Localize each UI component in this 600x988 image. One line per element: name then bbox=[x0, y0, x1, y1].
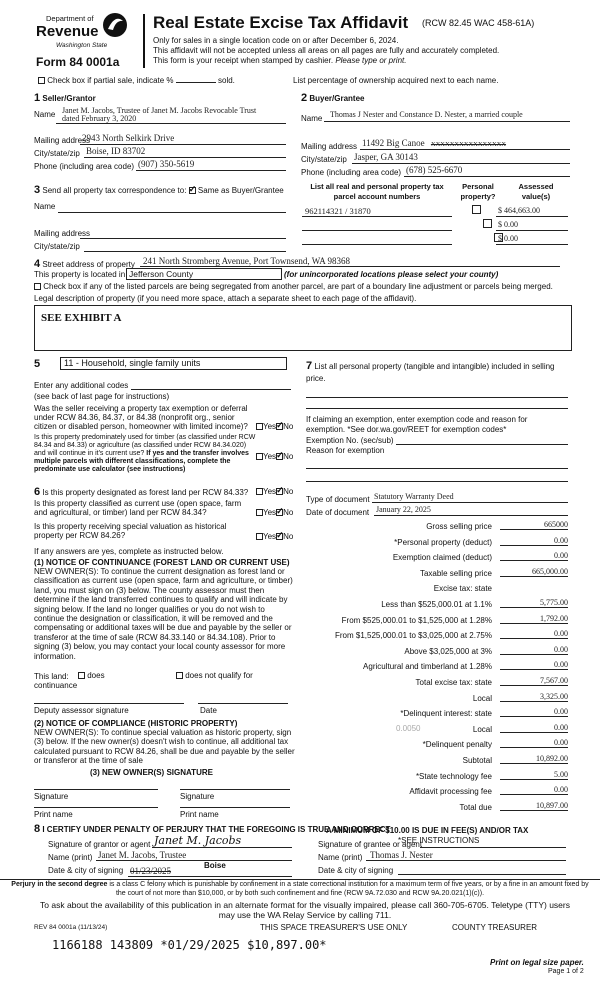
land-use-select[interactable]: 11 - Household, single family units bbox=[60, 357, 287, 370]
logo-line3: Washington State bbox=[56, 42, 108, 49]
buyer-city-label: City/state/zip bbox=[301, 155, 347, 164]
logo-line2: Revenue bbox=[36, 23, 99, 40]
grantee-date-label: Date & city of signing bbox=[318, 866, 394, 875]
historic-no-checkbox[interactable] bbox=[276, 533, 283, 540]
doc-type-line bbox=[372, 502, 568, 503]
forest-no-checkbox[interactable] bbox=[276, 488, 283, 495]
tax-row-value[interactable]: 3,325.00 bbox=[500, 692, 568, 702]
perjury-notice: Perjury in the second degree is a class C felony which is punishable by confinement in a state correctional institution for a maximum term of five years, or by a fine in an amount fixed by the court of not more than $10,000, or by both such confinement and fine (RCW 9A.72.030 and RCW 9A.20.021(1)(c)). bbox=[11, 881, 589, 897]
seller-mailing-value[interactable]: 2943 North Selkirk Drive bbox=[82, 133, 175, 143]
section5-number: 5 bbox=[34, 358, 41, 370]
tax-row-value[interactable]: 10,892.00 bbox=[500, 754, 568, 764]
grantee-name-value[interactable]: Thomas J. Nester bbox=[370, 850, 433, 860]
header-note-2: This affidavit will not be accepted unless all areas on all pages are fully and accurately completed. bbox=[153, 46, 500, 55]
buyer-phone-line bbox=[404, 176, 570, 177]
seller-city-label: City/state/zip bbox=[34, 149, 80, 158]
tax-row-label: Local bbox=[472, 693, 492, 703]
tax-row-label: *Delinquent interest: state bbox=[400, 709, 492, 719]
tax-row-value[interactable]: 0.00 bbox=[500, 645, 568, 655]
buyer-name-value[interactable]: Thomas J Nester and Constance D. Nester, a married couple bbox=[330, 110, 523, 119]
section3-city-label: City/state/zip bbox=[34, 242, 80, 251]
exemption-no-checkbox[interactable] bbox=[276, 423, 283, 430]
continuance-label: continuance bbox=[34, 681, 78, 690]
assessed-value-2[interactable]: $ 0.00 bbox=[498, 220, 518, 229]
seller-city-line bbox=[84, 157, 286, 158]
section3-name-line[interactable] bbox=[58, 212, 286, 213]
this-land-label: This land: bbox=[34, 672, 69, 681]
tax-row-value[interactable]: 665000 bbox=[500, 520, 568, 530]
print-name-label-1: Print name bbox=[34, 810, 73, 819]
header-note-3: This form is your receipt when stamped by cashier. Please type or print. bbox=[153, 56, 407, 65]
tax-row-value[interactable]: 665,000.00 bbox=[500, 567, 568, 577]
additional-codes-line[interactable] bbox=[131, 389, 291, 390]
revenue-swoosh-icon bbox=[102, 12, 128, 38]
exemption-yes-no: Yes✓ No bbox=[256, 422, 293, 431]
grantee-signature-label: Signature of grantee or agent bbox=[318, 840, 423, 849]
historic-question: Is this property receiving special valuation as historical property per RCW 84.26? bbox=[34, 522, 227, 540]
historic-yes-no: Yes✓ No bbox=[256, 532, 293, 541]
tax-row-label: Affidavit processing fee bbox=[409, 787, 492, 797]
does-not-checkbox[interactable] bbox=[176, 672, 183, 679]
revision-label: REV 84 0001a (11/13/24) bbox=[34, 924, 108, 931]
buyer-mailing-line bbox=[360, 149, 570, 150]
personal-col-header: Personal property? bbox=[460, 182, 496, 201]
buyer-phone-value[interactable]: (678) 525-6670 bbox=[406, 165, 463, 175]
local-rate-value[interactable]: 0.0050 bbox=[396, 724, 421, 733]
tax-row-value[interactable]: 1,792.00 bbox=[500, 614, 568, 624]
new-owner-signature-line-2[interactable] bbox=[180, 789, 290, 790]
personal-property-checkbox-2[interactable] bbox=[483, 219, 492, 228]
print-name-label-2: Print name bbox=[180, 810, 219, 819]
section8-heading: 8 I CERTIFY UNDER PENALTY OF PERJURY THAT THE FOREGOING IS TRUE AND CORRECT bbox=[34, 823, 391, 835]
rcw-reference: (RCW 82.45 WAC 458-61A) bbox=[422, 18, 535, 28]
unincorporated-note: (for unincorporated locations please select your county) bbox=[284, 270, 499, 279]
historic-yes-checkbox[interactable] bbox=[256, 533, 263, 540]
seller-name-line bbox=[56, 123, 286, 124]
seller-phone-value[interactable]: (907) 350-5619 bbox=[138, 159, 195, 169]
see-instructions-note: *SEE INSTRUCTIONS bbox=[398, 836, 480, 845]
section3-heading: 3 Send all property tax correspondence to: ✓ Same as Buyer/Grantee bbox=[34, 184, 284, 196]
tax-row-label: From $1,525,000.01 to $3,025,000 at 2.75% bbox=[334, 631, 492, 641]
does-option: does bbox=[78, 671, 105, 680]
section3-mailing-line[interactable] bbox=[80, 238, 286, 239]
partial-sale-checkbox[interactable] bbox=[38, 77, 45, 84]
buyer-mailing-label: Mailing address bbox=[301, 142, 358, 151]
grantor-date-label: Date & city of signing bbox=[48, 866, 124, 875]
exemption-claim-label: If claiming an exemption, enter exemption code and reason for exemption. *See dor.wa.gov/REET for exemption codes* bbox=[306, 415, 528, 434]
grantor-signature[interactable]: Janet M. Jacobs bbox=[154, 834, 242, 847]
doc-date-value[interactable]: January 22, 2025 bbox=[376, 505, 431, 514]
ownership-note: List percentage of ownership acquired next to each name. bbox=[293, 76, 499, 85]
located-in-label: This property is located in bbox=[34, 270, 126, 279]
buyer-name-line bbox=[324, 121, 570, 122]
street-address-label: 4 Street address of property bbox=[34, 258, 135, 270]
current-use-yes-checkbox[interactable] bbox=[256, 509, 263, 516]
grantee-name-label: Name (print) bbox=[318, 853, 363, 862]
header-divider bbox=[143, 14, 145, 68]
legal-description-value: SEE EXHIBIT A bbox=[41, 312, 122, 324]
new-owner-signature-line-1[interactable] bbox=[34, 789, 158, 790]
tax-row-label: From $525,000.01 to $1,525,000 at 1.28% bbox=[341, 615, 492, 625]
see-back-note: (see back of last page for instructions) bbox=[34, 392, 170, 401]
sold-label: sold. bbox=[218, 76, 235, 85]
seller-name-value-2[interactable]: dated February 3, 2020 bbox=[62, 114, 137, 123]
header-note-1: Only for sales in a single location code on or after December 6, 2024. bbox=[153, 36, 399, 45]
tax-row-value[interactable]: 5,775.00 bbox=[500, 598, 568, 608]
tax-row-label: Excise tax: state bbox=[433, 584, 492, 594]
doc-type-value[interactable]: Statutory Warranty Deed bbox=[374, 492, 454, 501]
grantor-signature-line bbox=[152, 847, 292, 848]
grantor-name-line bbox=[96, 860, 292, 861]
deputy-date-label: Date bbox=[200, 706, 217, 715]
forest-yes-checkbox[interactable] bbox=[256, 488, 263, 495]
tax-row-value[interactable]: 0.00 bbox=[500, 707, 568, 717]
street-address-line bbox=[140, 266, 560, 267]
tax-row-label: Subtotal bbox=[462, 756, 492, 765]
tax-row-label: Exemption claimed (deduct) bbox=[392, 553, 492, 563]
parcel-line-3[interactable] bbox=[302, 244, 452, 245]
signature-label-1: Signature bbox=[34, 792, 69, 801]
tax-row-label: Total excise tax: state bbox=[415, 678, 492, 687]
deputy-date-line[interactable] bbox=[198, 703, 288, 704]
tax-row-value[interactable]: 0.00 bbox=[500, 536, 568, 546]
tax-row-label: *Personal property (deduct) bbox=[394, 537, 492, 547]
tax-row-value[interactable]: 0.00 bbox=[500, 738, 568, 748]
forest-yes-no: Yes✓ No bbox=[256, 487, 293, 496]
tax-calculation-table bbox=[300, 520, 570, 832]
doc-date-label: Date of document bbox=[306, 508, 370, 517]
exemption-reason-line-1[interactable] bbox=[306, 468, 568, 469]
seller-phone-label: Phone (including area code) bbox=[34, 162, 135, 171]
tax-row-label: Taxable selling price bbox=[419, 568, 492, 578]
grantor-date-line bbox=[128, 876, 292, 877]
tax-row-value[interactable]: 0.00 bbox=[500, 629, 568, 639]
print-name-line-2[interactable] bbox=[180, 807, 290, 808]
timber-yes-no: Yes✓ No bbox=[256, 452, 293, 461]
county-select[interactable]: Jefferson County bbox=[126, 268, 282, 280]
exemption-number-label: Exemption No. (sec/sub) bbox=[306, 436, 394, 445]
tax-row-label: Agricultural and timberland at 1.28% bbox=[363, 662, 492, 672]
buyer-heading: 2 Buyer/Grantee bbox=[301, 92, 365, 104]
grantee-signature-line[interactable] bbox=[420, 847, 566, 848]
tax-row-value[interactable]: 5.00 bbox=[500, 770, 568, 780]
additional-codes-label: Enter any additional codes bbox=[34, 381, 129, 390]
seller-phone-line bbox=[136, 170, 286, 171]
seller-mailing-label: Mailing address bbox=[34, 136, 91, 145]
current-use-question: Is this property classified as current use (open space, farm and agricultural, or timber) land per RCW 84.34? bbox=[34, 499, 242, 517]
grantee-name-line bbox=[366, 860, 566, 861]
seller-name-value-1[interactable]: Janet M. Jacobs, Trustee of Janet M. Jacobs Revocable Trust bbox=[62, 106, 257, 115]
tax-row-value[interactable]: 0.00 bbox=[500, 660, 568, 670]
grantor-name-value[interactable]: Janet M. Jacobs, Trustee bbox=[98, 850, 187, 860]
legal-size-note: Print on legal size paper. bbox=[490, 958, 584, 967]
partial-percent-field[interactable] bbox=[176, 82, 216, 83]
exemption-number-line[interactable] bbox=[396, 444, 568, 445]
street-address-value[interactable]: 241 North Stromberg Avenue, Port Townsend, WA 98368 bbox=[143, 256, 350, 266]
notice2-title: (2) NOTICE OF COMPLIANCE (HISTORIC PROPERTY) bbox=[34, 719, 238, 728]
seller-city-value[interactable]: Boise, ID 83702 bbox=[86, 146, 146, 156]
buyer-name-label: Name bbox=[301, 114, 323, 123]
tax-row-label: Gross selling price bbox=[426, 522, 492, 531]
personal-property-line-1[interactable] bbox=[306, 397, 568, 398]
seller-name-label: Name bbox=[34, 110, 56, 119]
logo-line1: Department of bbox=[46, 14, 94, 23]
segregated-checkbox[interactable] bbox=[34, 283, 41, 290]
grantee-date-line[interactable] bbox=[398, 874, 566, 875]
tax-row-label: *State technology fee bbox=[415, 771, 492, 781]
minimum-due-note: A MINIMUM OF $10.00 IS DUE IN FEE(S) AND/OR TAX bbox=[326, 826, 529, 835]
parcel-line-1 bbox=[302, 216, 452, 217]
deputy-signature-line[interactable] bbox=[34, 703, 184, 704]
grantor-city-value[interactable]: Boise bbox=[204, 861, 226, 870]
assessed-value-1[interactable]: $ 464,663.00 bbox=[498, 206, 540, 215]
deputy-signature-label: Deputy assessor signature bbox=[34, 706, 129, 715]
page-title: Real Estate Excise Tax Affidavit bbox=[153, 13, 409, 32]
assessed-col-header: Assessed value(s) bbox=[518, 182, 554, 201]
notice3-title: (3) NEW OWNER(S) SIGNATURE bbox=[90, 768, 213, 777]
exemption-reason-line-2[interactable] bbox=[306, 481, 568, 482]
treasurer-use-label: THIS SPACE TREASURER'S USE ONLY bbox=[260, 923, 408, 932]
tax-row-label: Local bbox=[472, 724, 492, 734]
grantor-date-value[interactable]: 01/23/2025 bbox=[130, 866, 172, 876]
buyer-city-value[interactable]: Jasper, GA 30143 bbox=[354, 152, 418, 162]
buyer-mailing-struck: XXXXXXXXXXXXXXXX bbox=[430, 141, 507, 148]
footer-rule bbox=[0, 879, 600, 880]
assessed-line-1 bbox=[496, 216, 568, 217]
tax-row-value[interactable]: 0.00 bbox=[500, 723, 568, 733]
grantor-name-label: Name (print) bbox=[48, 853, 93, 862]
tax-row-label: *Delinquent penalty bbox=[422, 740, 492, 750]
section6-instructions: If any answers are yes, complete as instructed below. bbox=[34, 547, 224, 556]
parcel-col-header: List all real and personal property tax parcel account numbers bbox=[310, 182, 444, 201]
buyer-phone-label: Phone (including area code) bbox=[301, 168, 402, 177]
personal-property-label: 7 List all personal property (tangible and intangible) included in selling price. bbox=[306, 360, 555, 383]
section3-city-line[interactable] bbox=[84, 251, 286, 252]
segregated-row: Check box if any of the listed parcels are being segregated from another parcel, are part of a boundary line adjustment or parcels being merged. bbox=[34, 282, 553, 291]
parcel-number-1[interactable]: 962114321 / 31870 bbox=[305, 206, 371, 216]
county-treasurer-label: COUNTY TREASURER bbox=[452, 923, 538, 932]
assessed-value-3[interactable]: $ 0.00 bbox=[498, 234, 518, 243]
assessed-line-2 bbox=[496, 230, 568, 231]
timber-question: Is this property predominately used for timber (as classified under RCW 84.34 and 84.33) or agriculture (as classified under RCW 84.34.020) and will continue in it's current use? If yes and the transfer involves multiple parcels with different classifications, complete the predominate use calculator (see instructions) bbox=[34, 434, 256, 473]
notice2-body: NEW OWNER(S): To continue special valuation as historic property, sign (3) below. If the new owner(s) doesn't wish to continue, all additional tax calculated pursuant to RCW 84.26, shall be due and payable by the seller or transferor at the time of sale bbox=[34, 728, 295, 766]
personal-property-line-2[interactable] bbox=[306, 408, 568, 409]
does-checkbox[interactable] bbox=[78, 672, 85, 679]
same-as-buyer-checkbox[interactable] bbox=[189, 187, 196, 194]
seller-heading: 1 Seller/Grantor bbox=[34, 92, 96, 104]
tax-row-value[interactable]: 7,567.00 bbox=[500, 676, 568, 686]
form-number: Form 84 0001a bbox=[36, 55, 120, 69]
forest-question: 6 Is this property designated as forest land per RCW 84.33? bbox=[34, 486, 249, 498]
dor-logo bbox=[34, 12, 134, 54]
doc-type-label: Type of document bbox=[306, 495, 370, 504]
seller-mailing-line bbox=[80, 144, 286, 145]
does-not-option: does not qualify for bbox=[176, 671, 253, 680]
notice1-body: NEW OWNER(S): To continue the current designation as forest land or classification as current use (open space, farm and agriculture, or timber) land, you must sign on (3) below. The county assessor must then determine if the land transferred continues to qualify and will indicate by signing below. If the land no longer qualifies or you do not wish to continue the designation or classification, it will be removed and the compensating or additional taxes will be due and payable by the seller or transferor at the time of sale (RCW 84.33.140 or 84.34.108). Prior to signing (3) below, you may contact your local county assessor for more information. bbox=[34, 567, 293, 661]
timber-yes-checkbox[interactable] bbox=[256, 453, 263, 460]
legal-description-field[interactable] bbox=[34, 305, 572, 351]
notice1-title: (1) NOTICE OF CONTINUANCE (FOREST LAND OR CURRENT USE) bbox=[34, 558, 290, 567]
signature-label-2: Signature bbox=[180, 792, 215, 801]
tax-row-value[interactable]: 0.00 bbox=[500, 551, 568, 561]
partial-sale-label: Check box if partial sale, indicate % bbox=[47, 76, 174, 85]
tax-row-value[interactable]: 10,897.00 bbox=[500, 801, 568, 811]
doc-date-line bbox=[374, 515, 568, 516]
buyer-mailing-value[interactable]: 11492 Big Canoe XXXXXXXXXXXXXXXX bbox=[362, 138, 507, 148]
exemption-reason-label: Reason for exemption bbox=[306, 446, 385, 455]
buyer-city-line bbox=[352, 163, 570, 164]
page-number: Page 1 of 2 bbox=[548, 968, 584, 975]
partial-sale-row bbox=[38, 76, 235, 85]
section3-mailing-label: Mailing address bbox=[34, 229, 91, 238]
timber-no-checkbox[interactable] bbox=[276, 453, 283, 460]
exemption-question: Was the seller receiving a property tax exemption or deferral under RCW 84.36, 84.37, or 84.38 (nonprofit org., senior citizen or disabled person, homeowner with limited income)? bbox=[34, 404, 248, 431]
parcel-line-2[interactable] bbox=[302, 230, 452, 231]
exemption-yes-checkbox[interactable] bbox=[256, 423, 263, 430]
current-use-yes-no: Yes✓ No bbox=[256, 508, 293, 517]
tax-row-label: Above $3,025,000 at 3% bbox=[404, 646, 492, 656]
assessed-line-3 bbox=[496, 244, 568, 245]
tax-row-label: Less than $525,000.01 at 1.1% bbox=[381, 600, 492, 609]
section3-name-label: Name bbox=[34, 202, 56, 211]
grantor-signature-label: Signature of grantor or agent bbox=[48, 840, 151, 849]
legal-description-label: Legal description of property (if you need more space, attach a separate sheet to each page of the affidavit). bbox=[34, 294, 417, 303]
treasurer-receipt-stamp: 1166188 143809 *01/29/2025 $10,897.00* bbox=[52, 938, 327, 952]
current-use-no-checkbox[interactable] bbox=[276, 509, 283, 516]
print-name-line-1[interactable] bbox=[34, 807, 158, 808]
personal-property-checkbox-1[interactable] bbox=[472, 205, 481, 214]
availability-notice: To ask about the availability of this publication in an alternate format for the visually impaired, please call 360-705-6705. Teletype (TTY) users may use the WA Relay Service by calling 711. bbox=[40, 900, 570, 920]
tax-row-label: Total due bbox=[459, 802, 492, 812]
tax-row-value[interactable]: 0.00 bbox=[500, 785, 568, 795]
